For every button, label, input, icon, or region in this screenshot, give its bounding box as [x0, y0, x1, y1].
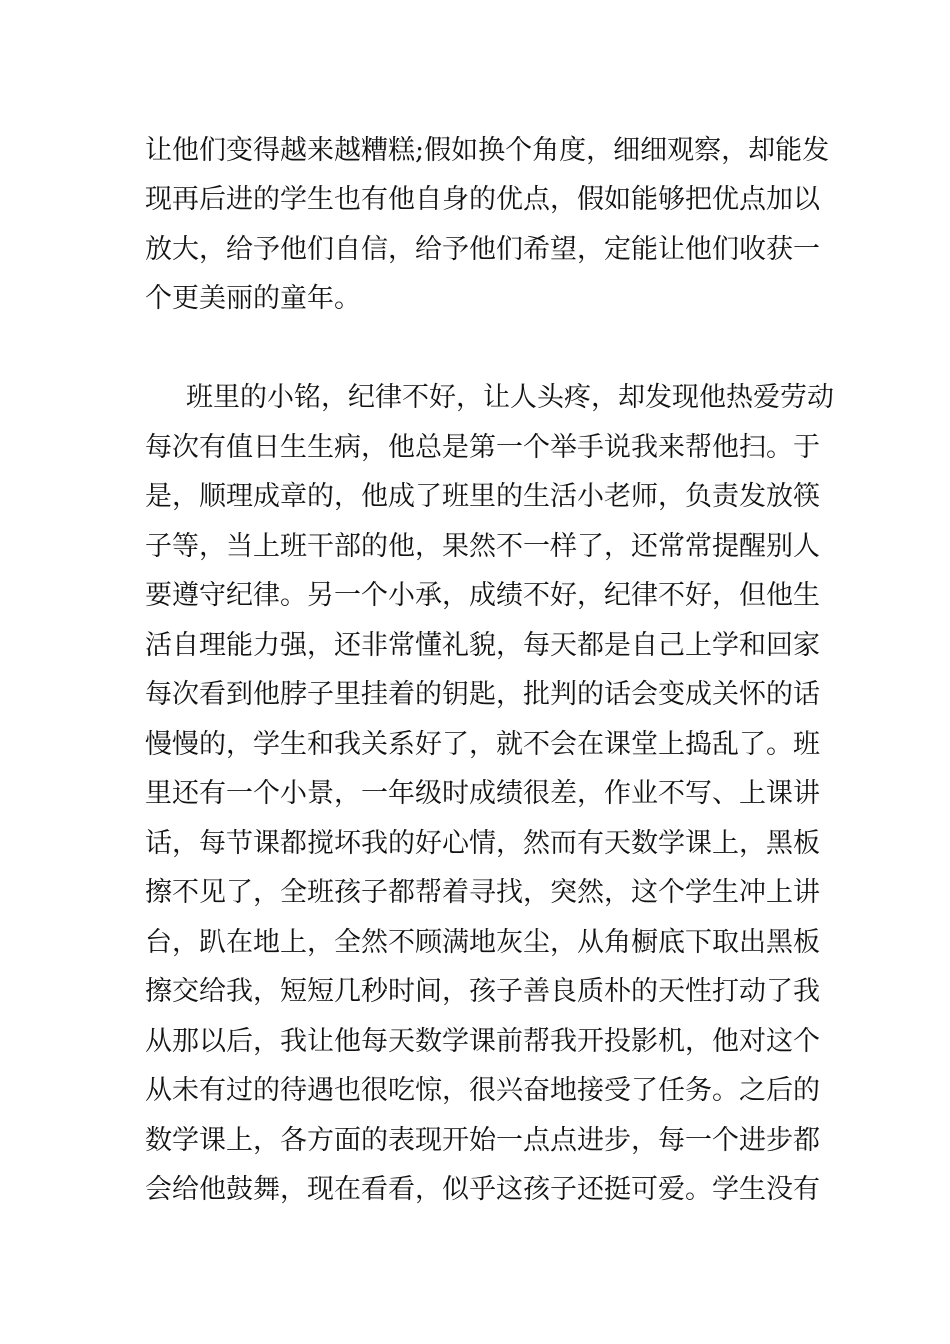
paragraph-line: 里还有一个小景，一年级时成绩很差，作业不写、上课讲 [145, 778, 820, 809]
paragraph-line: 慢慢的，学生和我关系好了，就不会在课堂上捣乱了。班 [145, 729, 820, 760]
paragraph-line: 每次看到他脖子里挂着的钥匙，批判的话会变成关怀的话 [145, 679, 820, 710]
paragraph-line: 放大，给予他们自信，给予他们希望，定能让他们收获一 [145, 234, 820, 265]
paragraph-line: 子等，当上班干部的他，果然不一样了，还常常提醒别人 [145, 531, 820, 562]
paragraph-line: 话，每节课都搅坏我的好心情，然而有天数学课上，黑板 [145, 828, 820, 859]
paragraph-line: 现再后进的学生也有他自身的优点，假如能够把优点加以 [145, 184, 820, 215]
paragraph-line: 台，趴在地上，全然不顾满地灰尘，从角橱底下取出黑板 [145, 927, 820, 958]
paragraph-line: 活自理能力强，还非常懂礼貌，每天都是自己上学和回家 [145, 630, 820, 661]
paragraph-line: 数学课上，各方面的表现开始一点点进步，每一个进步都 [145, 1125, 820, 1156]
paragraph-line: 擦不见了，全班孩子都帮着寻找，突然，这个学生冲上讲 [145, 877, 820, 908]
paragraph-line: 要遵守纪律。另一个小承，成绩不好，纪律不好，但他生 [145, 580, 820, 611]
paragraph-line: 是，顺理成章的，他成了班里的生活小老师，负责发放筷 [145, 481, 820, 512]
paragraph-line: 会给他鼓舞，现在看看，似乎这孩子还挺可爱。学生没有 [145, 1174, 820, 1205]
paragraph-line: 从那以后，我让他每天数学课前帮我开投影机，他对这个 [145, 1026, 820, 1057]
paragraph-line: 擦交给我，短短几秒时间，孩子善良质朴的天性打动了我 [145, 976, 820, 1007]
paragraph-line: 个更美丽的童年。 [145, 283, 361, 314]
paragraph-line: 从未有过的待遇也很吃惊，很兴奋地接受了任务。之后的 [145, 1075, 820, 1106]
paragraph-line: 每次有值日生生病，他总是第一个举手说我来帮他扫。于 [145, 432, 820, 463]
paragraph-line: 班里的小铭，纪律不好，让人头疼，却发现他热爱劳动 [186, 382, 834, 413]
paragraph-line: 让他们变得越来越糟糕;假如换个角度，细细观察，却能发 [145, 135, 830, 166]
